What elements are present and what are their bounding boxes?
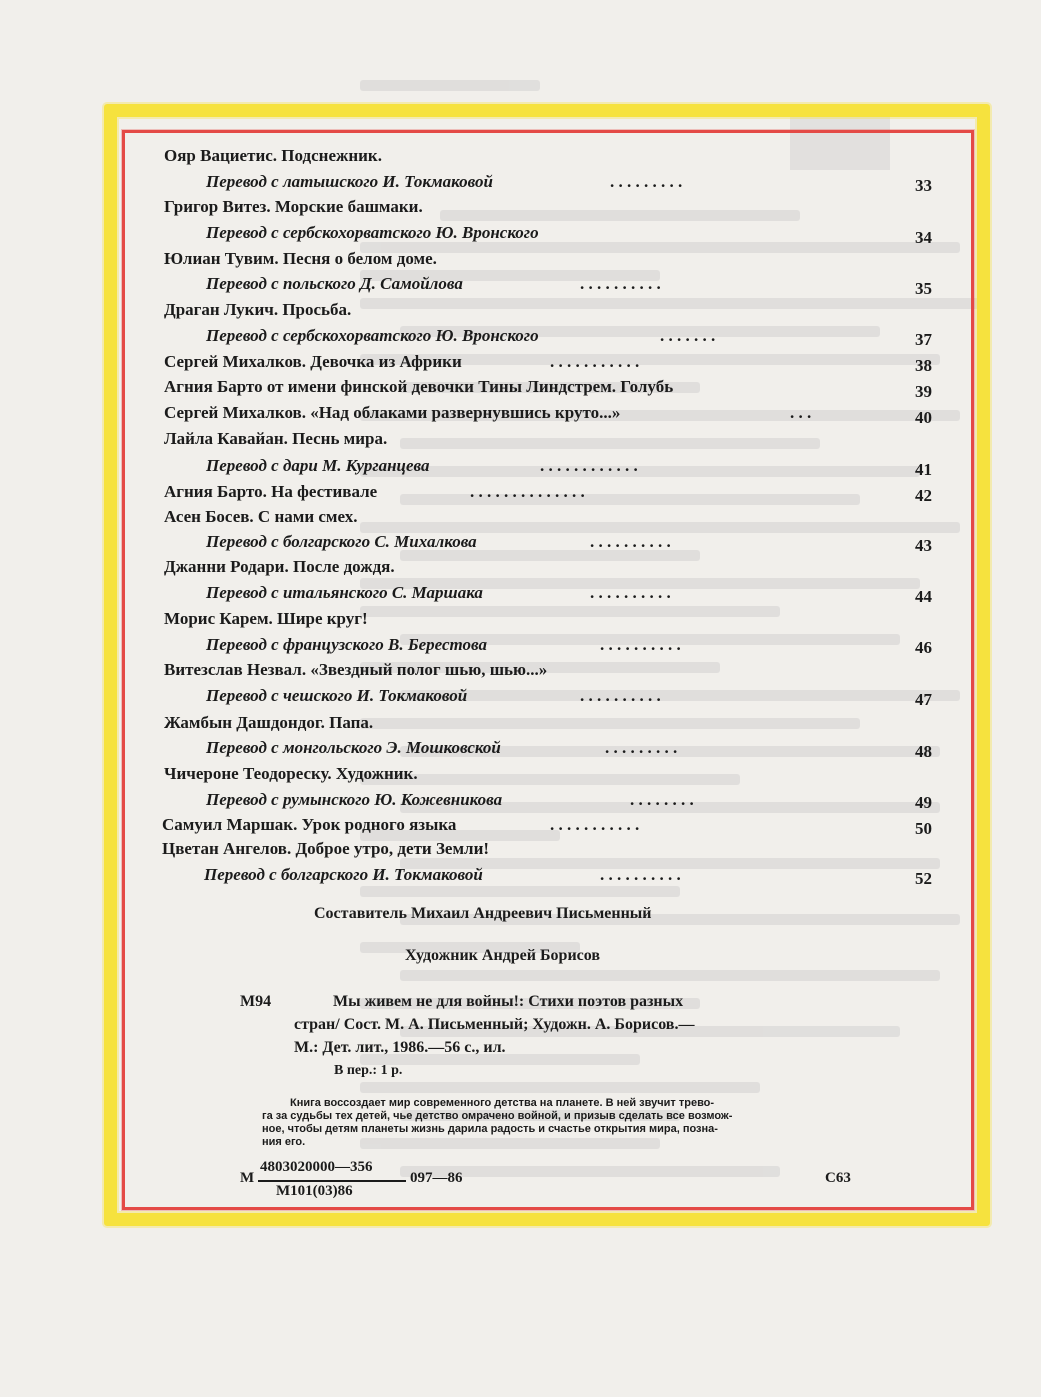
toc-entry-translation: Перевод с сербскохорватского Ю. Вронского <box>206 326 539 345</box>
code-suffix: 097—86 <box>410 1170 463 1186</box>
toc-page-number: 37 <box>915 330 932 349</box>
toc-entry-title: Чичероне Теодореску. Художник. <box>164 764 418 783</box>
toc-page-number: 40 <box>915 408 932 427</box>
toc-page-number: 50 <box>915 819 932 838</box>
toc-entry-title: Цветан Ангелов. Доброе утро, дети Земли! <box>162 839 490 858</box>
leader-dots: . . . <box>790 403 812 422</box>
leader-dots: . . . . . . . . . . <box>590 532 671 551</box>
toc-entry-translation: Перевод с французского В. Берестова <box>206 635 488 654</box>
toc-entry-title: Жамбын Дашдондог. Папа. <box>164 713 374 732</box>
leader-dots: . . . . . . . . . . <box>590 583 671 602</box>
artist-credit: Художник Андрей Борисов <box>405 947 601 964</box>
toc-entry-title: Григор Витез. Морские башмаки. <box>164 197 423 216</box>
catalog-line-3: М.: Дет. лит., 1986.—56 с., ил. <box>294 1039 506 1056</box>
toc-entry-title: Морис Карем. Шире круг! <box>164 609 368 628</box>
annotation-line: га за судьбы тех детей, чье детство омрачено войной, и призыв сделать все возмож- <box>262 1110 733 1122</box>
annotation-line: ния его. <box>262 1136 306 1148</box>
catalog-index: М94 <box>240 993 272 1010</box>
toc-entry-translation: Перевод с польского Д. Самойлова <box>206 274 463 293</box>
toc-page-number: 52 <box>915 869 932 888</box>
toc-entry-title: Юлиан Тувим. Песня о белом доме. <box>164 249 437 268</box>
toc-page-number: 34 <box>915 228 932 247</box>
toc-entry-translation: Перевод с монгольского Э. Мошковской <box>206 738 501 757</box>
leader-dots: . . . . . . . . . . . . . . <box>470 482 585 501</box>
toc-page-number: 43 <box>915 536 932 555</box>
toc-page-number: 41 <box>915 460 932 479</box>
leader-dots: . . . . . . . <box>660 326 716 345</box>
bbk-code: С63 <box>825 1170 851 1186</box>
toc-page-number: 49 <box>915 793 932 812</box>
fraction-bar <box>258 1180 406 1182</box>
toc-entry-translation: Перевод с сербскохорватского Ю. Вронского <box>206 223 539 242</box>
toc-entry-translation: Перевод с латышского И. Токмаковой <box>206 172 493 191</box>
leader-dots: . . . . . . . . . <box>605 738 678 757</box>
annotation-line: Книга воссоздает мир современного детства на планете. В ней звучит трево- <box>290 1097 715 1109</box>
leader-dots: . . . . . . . . . . <box>600 635 681 654</box>
toc-entry-title: Ояр Вациетис. Подснежник. <box>164 146 382 165</box>
leader-dots: . . . . . . . . . <box>610 172 683 191</box>
leader-dots: . . . . . . . . . . <box>600 865 681 884</box>
toc-page-number: 33 <box>915 176 932 195</box>
toc-entry-title: Самуил Маршак. Урок родного языка <box>162 815 457 834</box>
toc-page-number: 46 <box>915 638 932 657</box>
leader-dots: . . . . . . . . . . <box>580 686 661 705</box>
toc-entry-title: Агния Барто от имени финской девочки Тины Линдстрем. Голубь <box>164 377 674 396</box>
compiler-credit: Составитель Михаил Андреевич Письменный <box>314 905 652 922</box>
annotation-line: ное, чтобы детям планеты жизнь дарила радость и счастье открытия мира, позна- <box>262 1123 718 1135</box>
toc-entry-title: Асен Босев. С нами смех. <box>164 507 358 526</box>
catalog-price: В пер.: 1 р. <box>334 1063 403 1078</box>
leader-dots: . . . . . . . . . . . <box>550 815 640 834</box>
toc-entry-translation: Перевод с итальянского С. Маршака <box>206 583 483 602</box>
toc-entry-title: Сергей Михалков. Девочка из Африки <box>164 352 462 371</box>
toc-entry-translation: Перевод с дари М. Курганцева <box>206 456 430 475</box>
toc-entry-title: Лайла Кавайан. Песнь мира. <box>164 429 388 448</box>
toc-page-number: 47 <box>915 690 932 709</box>
toc-page-number: 35 <box>915 279 932 298</box>
toc-page-number: 39 <box>915 382 932 401</box>
leader-dots: . . . . . . . . . . . <box>550 352 640 371</box>
code-denominator: М101(03)86 <box>276 1183 353 1199</box>
toc-entry-translation: Перевод с чешского И. Токмаковой <box>206 686 468 705</box>
toc-page-number: 48 <box>915 742 932 761</box>
toc-entry-title: Сергей Михалков. «Над облаками развернувшись круто...» <box>164 403 621 422</box>
toc-page-number: 38 <box>915 356 932 375</box>
toc-entry-title: Джанни Родари. После дождя. <box>164 557 395 576</box>
toc-entry-translation: Перевод с болгарского И. Токмаковой <box>204 865 483 884</box>
toc-entry-title: Агния Барто. На фестивале <box>164 482 378 501</box>
leader-dots: . . . . . . . . <box>630 790 694 809</box>
code-numerator: 4803020000—356 <box>260 1159 373 1175</box>
toc-entry-translation: Перевод с болгарского С. Михалкова <box>206 532 477 551</box>
toc-entry-title: Драган Лукич. Просьба. <box>164 300 352 319</box>
toc-page-number: 42 <box>915 486 932 505</box>
catalog-line-1: Мы живем не для войны!: Стихи поэтов разных <box>333 993 684 1010</box>
leader-dots: . . . . . . . . . . . . <box>540 456 638 475</box>
toc-page-number: 44 <box>915 587 932 606</box>
code-prefix: М <box>240 1170 255 1186</box>
catalog-line-2: стран/ Сост. М. А. Письменный; Художн. А. Борисов.— <box>294 1016 695 1033</box>
toc-entry-title: Витезслав Незвал. «Звездный полог шью, шью...» <box>164 660 548 679</box>
toc-entry-translation: Перевод с румынского Ю. Кожевникова <box>206 790 503 809</box>
leader-dots: . . . . . . . . . . <box>580 274 661 293</box>
